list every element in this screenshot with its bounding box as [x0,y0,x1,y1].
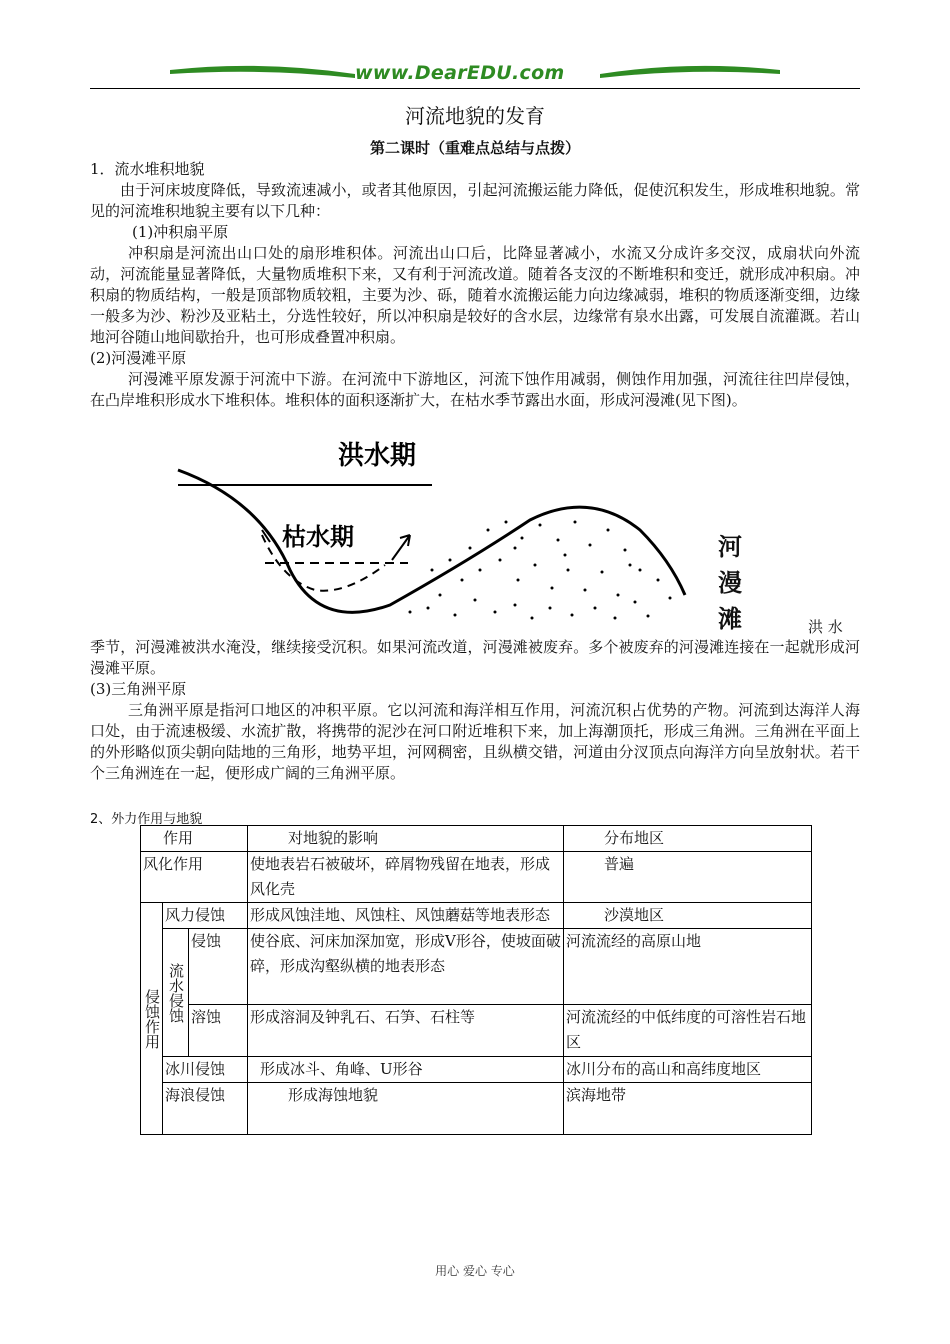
flood-season-lead: 洪 水 [808,618,843,636]
delta-heading: (3)三角洲平原 [90,680,187,698]
floodplain-diagram [170,430,690,642]
floodplain-char-man: 漫 [718,569,742,597]
downcut-effect: 使谷底、河床加深加宽，形成V形谷，使坡面破碎，形成沟壑纵横的地表形态 [248,929,564,1005]
section2-heading: 2、外力作用与地貌 [90,812,203,827]
section1-heading: 1．流水堆积地貌 [90,160,205,178]
floodplain-after-body: 季节，河漫滩被洪水淹没，继续接受沉积。如果河流改道，河漫滩被废弃。多个被废弃的河漫滩连接在一起就形成河漫滩平原。 [90,638,860,677]
floodplain-char-tan: 滩 [718,605,742,633]
external-forces-table [140,825,812,1135]
downcut-region: 河流流经的高原山地 [564,929,812,1005]
left-swoosh [170,66,355,78]
delta-body: 三角洲平原是指河口地区的冲积平原。它以河流和海洋相互作用，河流沉积占优势的产物。河流到达海洋人海口处，由于流速极缓、水流扩散，将携带的泥沙在河口附近堆积下来，加上海潮顶托，形成三角洲。三角洲在平面上的外形略似顶尖朝向陆地的三角形，地势平坦，河网稠密，且纵横交错，河道由分汊顶点向海洋方向呈放射状。若干个三角洲连在一起，便形成广阔的三角洲平原。 [90,701,860,782]
wind-name: 风力侵蚀 [163,903,248,929]
wave-effect: 形成海蚀地貌 [248,1083,564,1135]
wave-name: 海浪侵蚀 [163,1083,248,1135]
page-subtitle: 第二课时（重难点总结与点拨） [369,139,580,157]
header-effect: 对地貌的影响 [248,826,564,852]
header-action: 作用 [141,826,248,852]
floodplain-body: 河漫滩平原发源于河流中下游。在河流中下游地区，河流下蚀作用减弱，侧蚀作用加强，河流往往凹岸侵蚀，在凸岸堆积形成水下堆积体。堆积体的面积逐渐扩大，在枯水季节露出水面，形成河漫滩(见下图)。 [90,370,860,409]
wind-region: 沙漠地区 [564,903,812,929]
floodplain-char-he: 河 [718,533,742,561]
glacier-effect: 形成冰斗、角峰、U形谷 [248,1057,564,1083]
weathering-effect: 使地表岩石被破坏，碎屑物残留在地表，形成风化壳 [248,852,564,903]
table-row [141,903,812,929]
fluvial-group-label: 流水侵蚀 [163,929,189,1057]
riverbed-profile [178,470,685,612]
section1-intro: 由于河床坡度降低，导致流速减小，或者其他原因，引起河流搬运能力降低，促使沉积发生，形成堆积地貌。常见的河流堆积地貌主要有以下几种： [90,181,860,220]
right-swoosh [600,66,780,78]
page-footer: 用心 爱心 专心 [435,1264,515,1278]
table-row [141,1057,812,1083]
page-title: 河流地貌的发育 [405,104,545,128]
table-row [141,1005,812,1057]
erosion-group-label: 侵蚀作用 [141,903,163,1135]
alluvial-fan-body: 冲积扇是河流出山口处的扇形堆积体。河流出山口后，比降显著减小，水流又分成许多交汊，成扇状向外流动，河流能量显著降低，大量物质堆积下来，又有利于河流改道。随着各支汊的不断堆积和变迁，就形成冲积扇。冲积扇的物质结构，一般是顶部物质较粗，主要为沙、砾，随着水流搬运能力向边缘减弱，堆积的物质逐渐变细，边缘一般多为沙、粉沙及亚粘土，分选性较好，所以冲积扇是较好的含水层，边缘常有泉水出露，可发展自流灌溉。若山地河谷随山地间歇抬升，也可形成叠置冲积扇。 [90,244,860,346]
header-rule [90,88,860,89]
glacier-name: 冰川侵蚀 [163,1057,248,1083]
weathering-region: 普遍 [564,852,812,903]
wind-effect: 形成风蚀洼地、风蚀柱、风蚀蘑菇等地表形态 [248,903,564,929]
flood-period-label: 洪水期 [338,441,417,471]
wave-region: 滨海地带 [564,1083,812,1135]
table-row [141,1083,812,1135]
solution-effect: 形成溶洞及钟乳石、石笋、石柱等 [248,1005,564,1057]
table-header-row [141,826,812,852]
table-row [141,929,812,1005]
deposition-arrow-icon [392,535,410,560]
solution-region: 河流流经的中低纬度的可溶性岩石地区 [564,1005,812,1057]
floodplain-heading: (2)河漫滩平原 [90,349,187,367]
table-row [141,852,812,903]
dry-period-label: 枯水期 [282,523,354,551]
downcut-name: 侵蚀 [189,929,248,1005]
glacier-region: 冰川分布的高山和高纬度地区 [564,1057,812,1083]
site-logo[interactable]: www.DearEDU.com [355,62,565,84]
solution-name: 溶蚀 [189,1005,248,1057]
alluvial-fan-heading: (1)冲积扇平原 [132,223,229,241]
weathering-name: 风化作用 [141,852,248,903]
header-region: 分布地区 [564,826,812,852]
